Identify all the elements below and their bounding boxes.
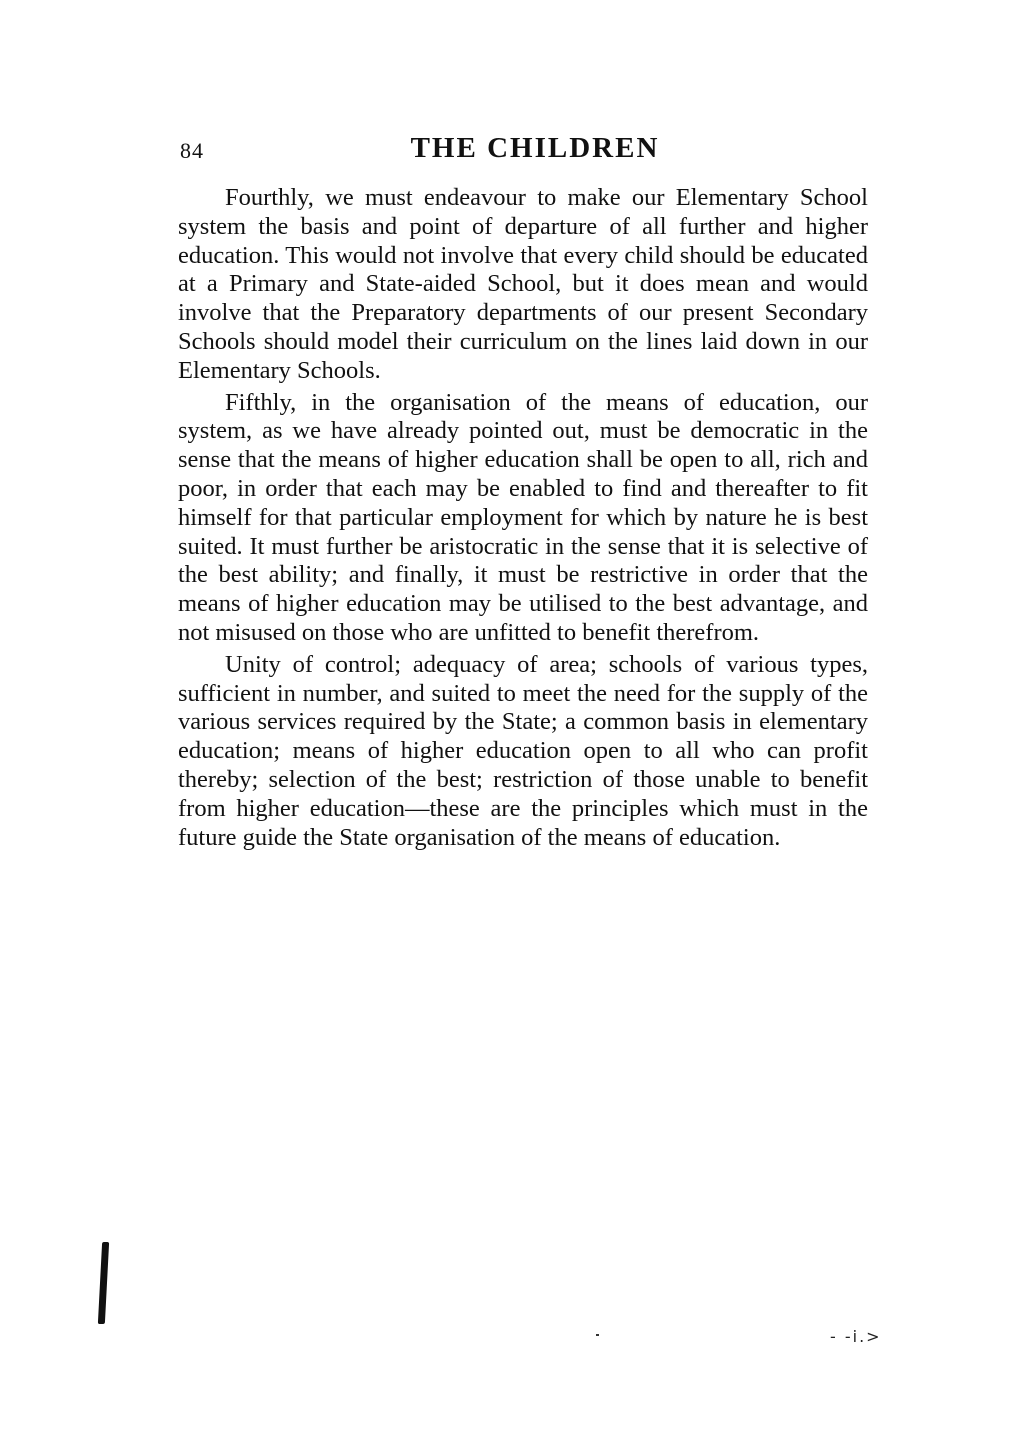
- running-head: THE CHILDREN: [410, 132, 660, 164]
- page-number: 84: [180, 138, 204, 163]
- page-header: [180, 132, 870, 168]
- paragraph-fourthly: Fourthly, we must endeavour to make our Elementary School system the basis and point of departure of all further and higher education. This would not involve that every child should be educated at a Primary and State-aided School, but it does mean and would involve that the Preparatory departments of our present Secondary Schools should model their curriculum on the lines laid down in our Elementary Schools.: [178, 184, 868, 384]
- scan-speck: [596, 1334, 599, 1336]
- body-text: [178, 184, 868, 852]
- footer-smudge: - ‐i.>: [830, 1327, 882, 1346]
- paragraph-summary: Unity of control; adequacy of area; schools of various types, sufficient in number, and suited to meet the need for the supply of the various services required by the State; a common basis in elementary education; means of higher education open to all who can profit thereby; selection of the best; restriction of those unable to benefit from higher education—these are the principles which must in the future guide the State organisation of the means of education.: [178, 650, 868, 851]
- paragraph-fifthly: Fifthly, in the organisation of the means of education, our system, as we have already pointed out, must be democratic in the sense that the means of higher education shall be open to all, rich and poor, in order that each may be enabled to find and thereafter to fit himself for that particular employment for which by nature he is best suited. It must further be aristocratic in the sense that it is selective of the best ability; and finally, it must be restrictive in order that the means of higher education may be utilised to the best advantage, and not misused on those who are unfitted to benefit therefrom.: [178, 388, 868, 646]
- scan-artifact-mark: [98, 1242, 109, 1324]
